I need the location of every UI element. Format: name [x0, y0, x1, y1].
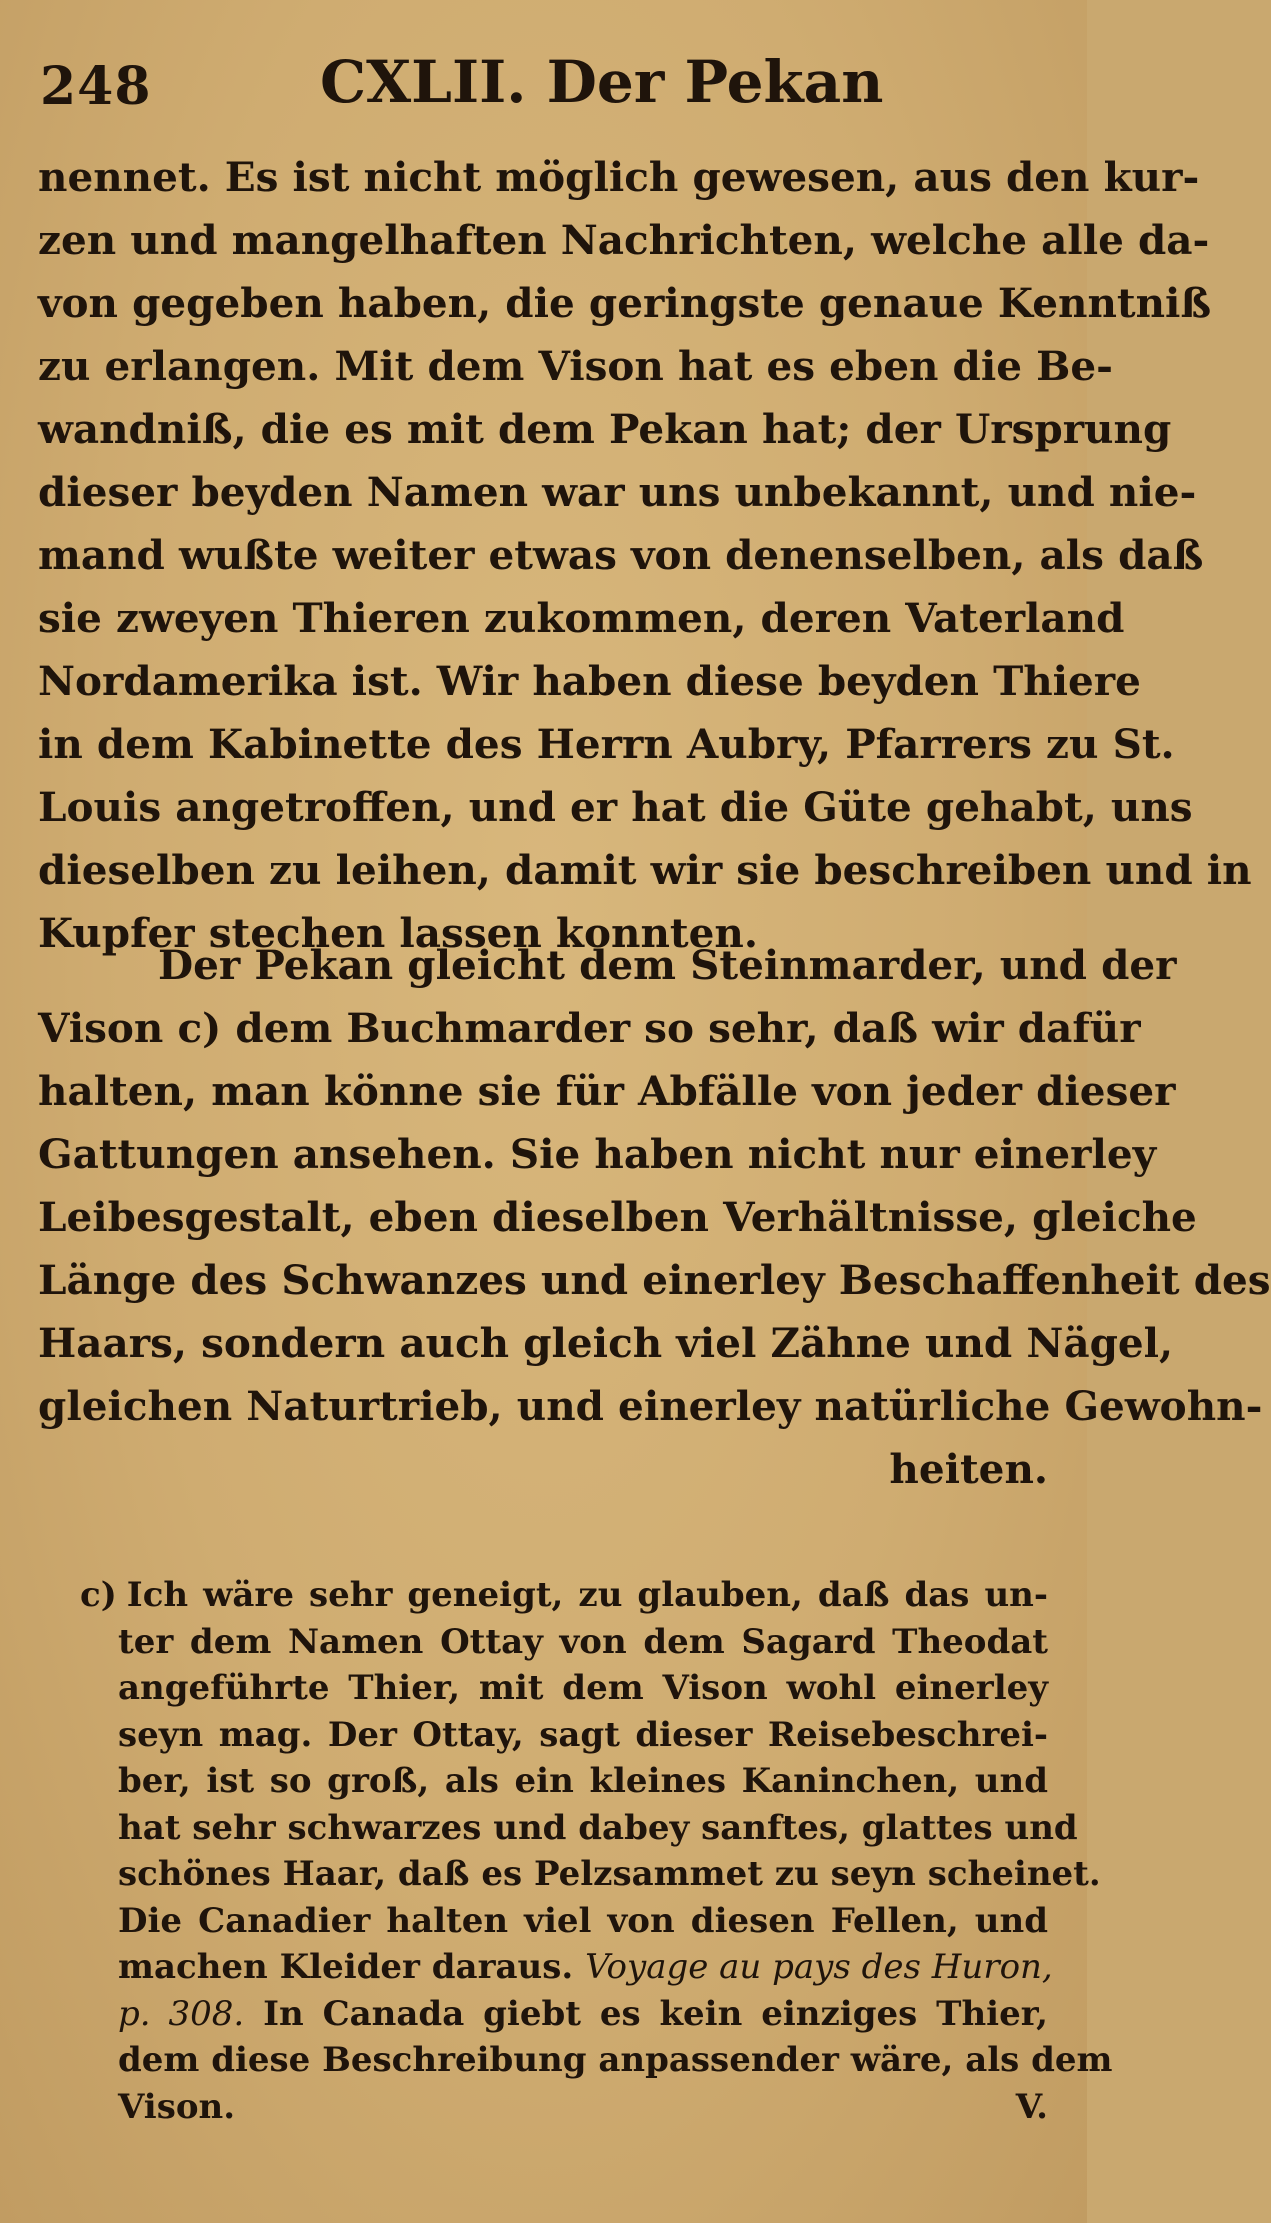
text-line: dieser beyden Namen war uns unbekannt, und nie- — [38, 468, 1197, 516]
footnote-line: schönes Haar, daß es Pelzsammet zu seyn scheinet. — [118, 1854, 1101, 1894]
text-line: Gattungen ansehen. Sie haben nicht nur einerley — [38, 1130, 1157, 1178]
text-line: heiten. — [889, 1445, 1048, 1493]
footnote-line: angeführte Thier, mit dem Vison wohl einerley — [118, 1668, 1048, 1708]
text-line: mand wußte weiter etwas von denenselben, als daß — [38, 531, 1204, 579]
footnote-text: In Canada giebt es kein einziges Thier, — [263, 1993, 1048, 2034]
running-title: CXLII. Der Pekan — [320, 48, 884, 116]
text-line: Leibesgestalt, eben dieselben Verhältnisse, gleiche — [38, 1193, 1197, 1241]
text-line: zen und mangelhaften Nachrichten, welche alle da- — [38, 216, 1210, 264]
text-line: halten, man könne sie für Abfälle von jeder dieser — [38, 1067, 1176, 1115]
citation-page: p. 308. — [118, 1993, 245, 2034]
footnote-line: hat sehr schwarzes und dabey sanftes, glattes und — [118, 1807, 1078, 1848]
footnote-signature: V. — [1015, 2086, 1048, 2127]
footnote-mark: c) — [80, 1575, 117, 1615]
text-line: von gegeben haben, die geringste genaue Kenntniß — [38, 279, 1212, 327]
text-line: nennet. Es ist nicht möglich gewesen, aus den kur- — [38, 153, 1200, 201]
text-line: Kupfer stechen lassen konnten. — [38, 909, 758, 957]
text-line: sie zweyen Thieren zukommen, deren Vaterland — [38, 594, 1125, 642]
page-number: 248 — [40, 56, 152, 117]
text-line: Louis angetroffen, und er hat die Güte gehabt, uns — [38, 783, 1193, 831]
footnote-line: seyn mag. Der Ottay, sagt dieser Reisebeschrei- — [118, 1714, 1048, 1755]
footnote-text: Ich wäre sehr geneigt, zu glauben, daß das un- — [126, 1575, 1048, 1615]
paragraph-2 — [38, 934, 1271, 1501]
text-line: gleichen Naturtrieb, und einerley natürliche Gewohn- — [38, 1382, 1263, 1430]
text-line: zu erlangen. Mit dem Vison hat es eben die Be- — [38, 342, 1113, 390]
text-line: dieselben zu leihen, damit wir sie beschreiben und in — [38, 846, 1252, 894]
footnote-line: ter dem Namen Ottay von dem Sagard Theodat — [118, 1621, 1048, 1662]
text-line: Vison c) dem Buchmarder so sehr, daß wir dafür — [38, 1004, 1141, 1052]
footnote-line: Die Canadier halten viel von diesen Fellen, und — [118, 1900, 1048, 1941]
text-line: Länge des Schwanzes und einerley Beschaffenheit des — [38, 1256, 1271, 1304]
footnote-line: ber, ist so groß, als ein kleines Kaninchen, und — [118, 1761, 1048, 1801]
footnote-text: Vison. — [118, 2086, 236, 2127]
text-line: in dem Kabinette des Herrn Aubry, Pfarrers zu St. — [38, 720, 1175, 768]
footnote-line — [80, 1991, 1048, 2038]
footnote-line: dem diese Beschreibung anpassender wäre, als dem — [118, 2040, 1113, 2080]
text-line: Der Pekan gleicht dem Steinmarder, und der — [158, 941, 1177, 989]
citation-title: Voyage au pays des Huron, — [585, 1947, 1053, 1987]
text-line: wandniß, die es mit dem Pekan hat; der Ursprung — [38, 405, 1172, 453]
footnote — [80, 1572, 1113, 2130]
footnote-line — [80, 2084, 1048, 2131]
text-line: Haars, sondern auch gleich viel Zähne und Nägel, — [38, 1319, 1174, 1367]
footnote-line — [80, 1944, 1053, 1991]
page-header — [40, 40, 1047, 120]
footnote-text: machen Kleider daraus. — [118, 1947, 574, 1987]
text-line: Nordamerika ist. Wir haben diese beyden Thiere — [38, 657, 1141, 705]
footnote-line — [80, 1572, 1048, 1619]
